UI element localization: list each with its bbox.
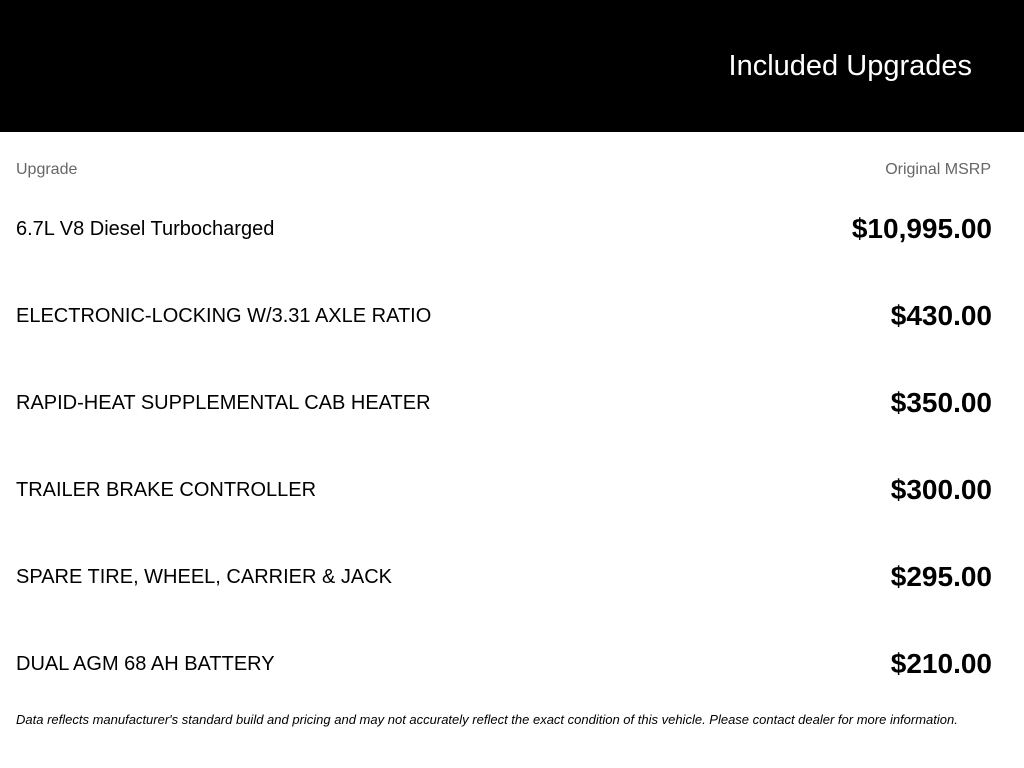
upgrade-row bbox=[0, 358, 1024, 445]
upgrade-row bbox=[0, 532, 1024, 619]
upgrade-price: $295.00 bbox=[890, 561, 992, 592]
upgrade-row bbox=[0, 619, 1024, 706]
upgrade-price: $300.00 bbox=[890, 474, 992, 505]
upgrade-price: $10,995.00 bbox=[851, 213, 992, 244]
upgrade-name: DUAL AGM 68 AH BATTERY bbox=[16, 653, 275, 675]
upgrade-price: $210.00 bbox=[890, 648, 992, 679]
upgrade-name: SPARE TIRE, WHEEL, CARRIER & JACK bbox=[16, 566, 393, 588]
upgrade-row bbox=[0, 445, 1024, 532]
upgrade-price: $430.00 bbox=[890, 300, 992, 331]
upgrade-name: ELECTRONIC-LOCKING W/3.31 AXLE RATIO bbox=[16, 305, 432, 327]
upgrade-name: RAPID-HEAT SUPPLEMENTAL CAB HEATER bbox=[16, 392, 431, 414]
column-header-msrp: Original MSRP bbox=[885, 161, 991, 178]
upgrade-row bbox=[0, 184, 1024, 271]
upgrade-name: 6.7L V8 Diesel Turbocharged bbox=[16, 218, 275, 240]
disclaimer-text: Data reflects manufacturer's standard build and pricing and may not accurately reflect the exact condition of this vehicle. Please contact dealer for more information. bbox=[16, 712, 958, 727]
upgrade-price: $350.00 bbox=[890, 387, 992, 418]
column-header-upgrade: Upgrade bbox=[16, 161, 78, 178]
upgrade-row bbox=[0, 271, 1024, 358]
upgrade-name: TRAILER BRAKE CONTROLLER bbox=[16, 479, 317, 501]
upgrades-list bbox=[0, 184, 1024, 706]
page-title: Included Upgrades bbox=[728, 50, 972, 82]
header-banner bbox=[0, 0, 1024, 132]
